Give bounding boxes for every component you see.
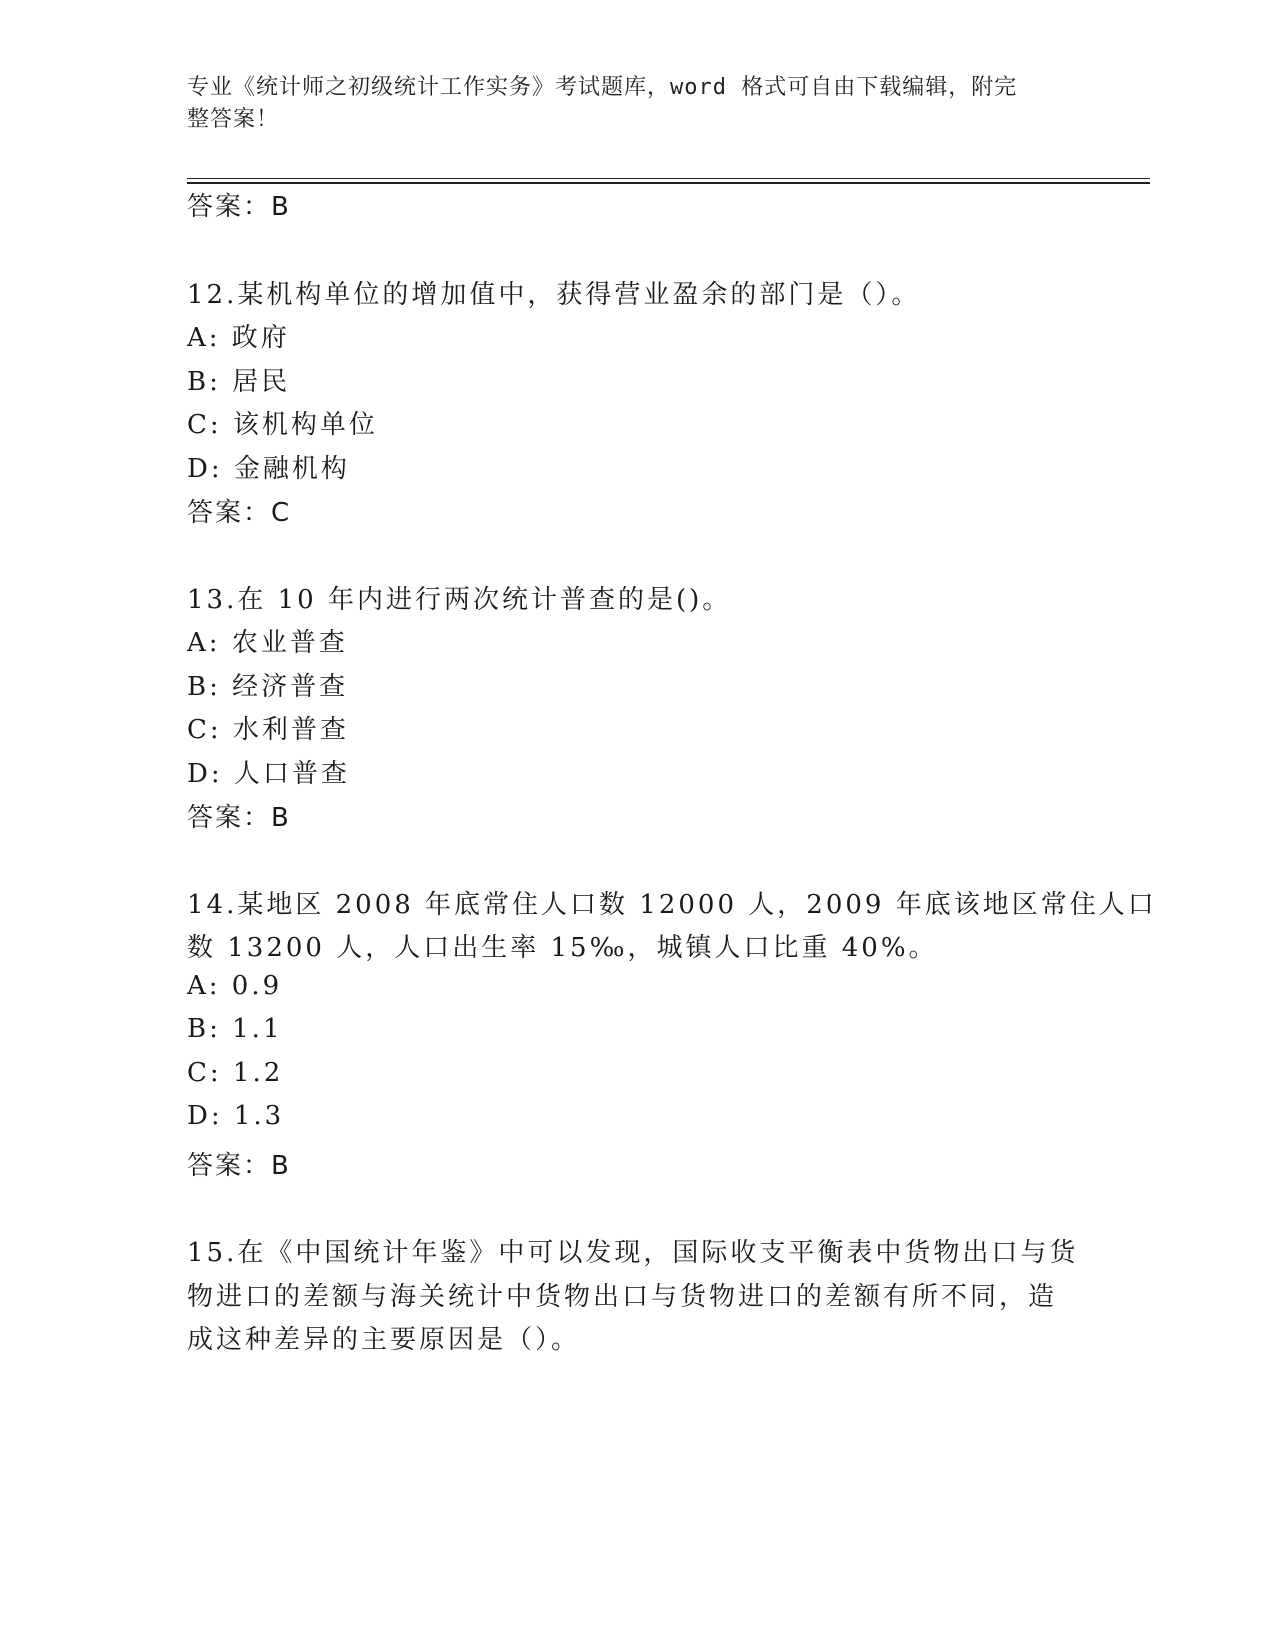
- question-14-stem-line-2: 数 13200 人，人口出生率 15‰，城镇人口比重 40%。: [187, 933, 938, 963]
- question-13-stem: 13.在 10 年内进行两次统计普查的是()。: [187, 585, 732, 615]
- question-13-option-c: C: 水利普查: [187, 715, 349, 745]
- question-15-stem-line-3: 成这种差异的主要原因是（）。: [187, 1325, 581, 1355]
- document-header: [187, 72, 1067, 136]
- question-14-option-b: B: 1.1: [187, 1014, 283, 1044]
- question-12-stem: 12.某机构单位的增加值中，获得营业盈余的部门是（）。: [187, 280, 921, 310]
- question-13-option-a: A: 农业普查: [187, 628, 348, 658]
- question-15-stem-line-1: 15.在《中国统计年鉴》中可以发现，国际收支平衡表中货物出口与货: [187, 1238, 1079, 1268]
- question-14-stem-line-1: 14.某地区 2008 年底常住人口数 12000 人，2009 年底该地区常住人口: [187, 890, 1157, 920]
- question-12-option-d: D: 金融机构: [187, 454, 350, 484]
- question-12-option-b: B: 居民: [187, 367, 291, 397]
- answer-previous: 答案：B: [187, 192, 291, 222]
- question-12-answer: 答案：C: [187, 498, 292, 528]
- question-14-answer: 答案：B: [187, 1151, 291, 1181]
- question-14-option-c: C: 1.2: [187, 1058, 284, 1088]
- question-13-option-b: B: 经济普查: [187, 672, 349, 702]
- question-15-stem-line-2: 物进口的差额与海关统计中货物出口与货物进口的差额有所不同，造: [187, 1282, 1058, 1312]
- header-divider-thin: [187, 178, 1150, 179]
- question-14-option-d: D: 1.3: [187, 1101, 285, 1131]
- question-12-option-a: A: 政府: [187, 323, 290, 353]
- question-13-option-d: D: 人口普查: [187, 759, 350, 789]
- question-14-option-a: A: 0.9: [187, 971, 283, 1001]
- header-line-1: 专业《统计师之初级统计工作实务》考试题库，word 格式可自由下载编辑，附完: [187, 75, 1018, 100]
- question-13-answer: 答案：B: [187, 803, 291, 833]
- header-line-2: 整答案！: [187, 107, 280, 132]
- header-divider-thick: [187, 182, 1150, 184]
- question-12-option-c: C: 该机构单位: [187, 410, 378, 440]
